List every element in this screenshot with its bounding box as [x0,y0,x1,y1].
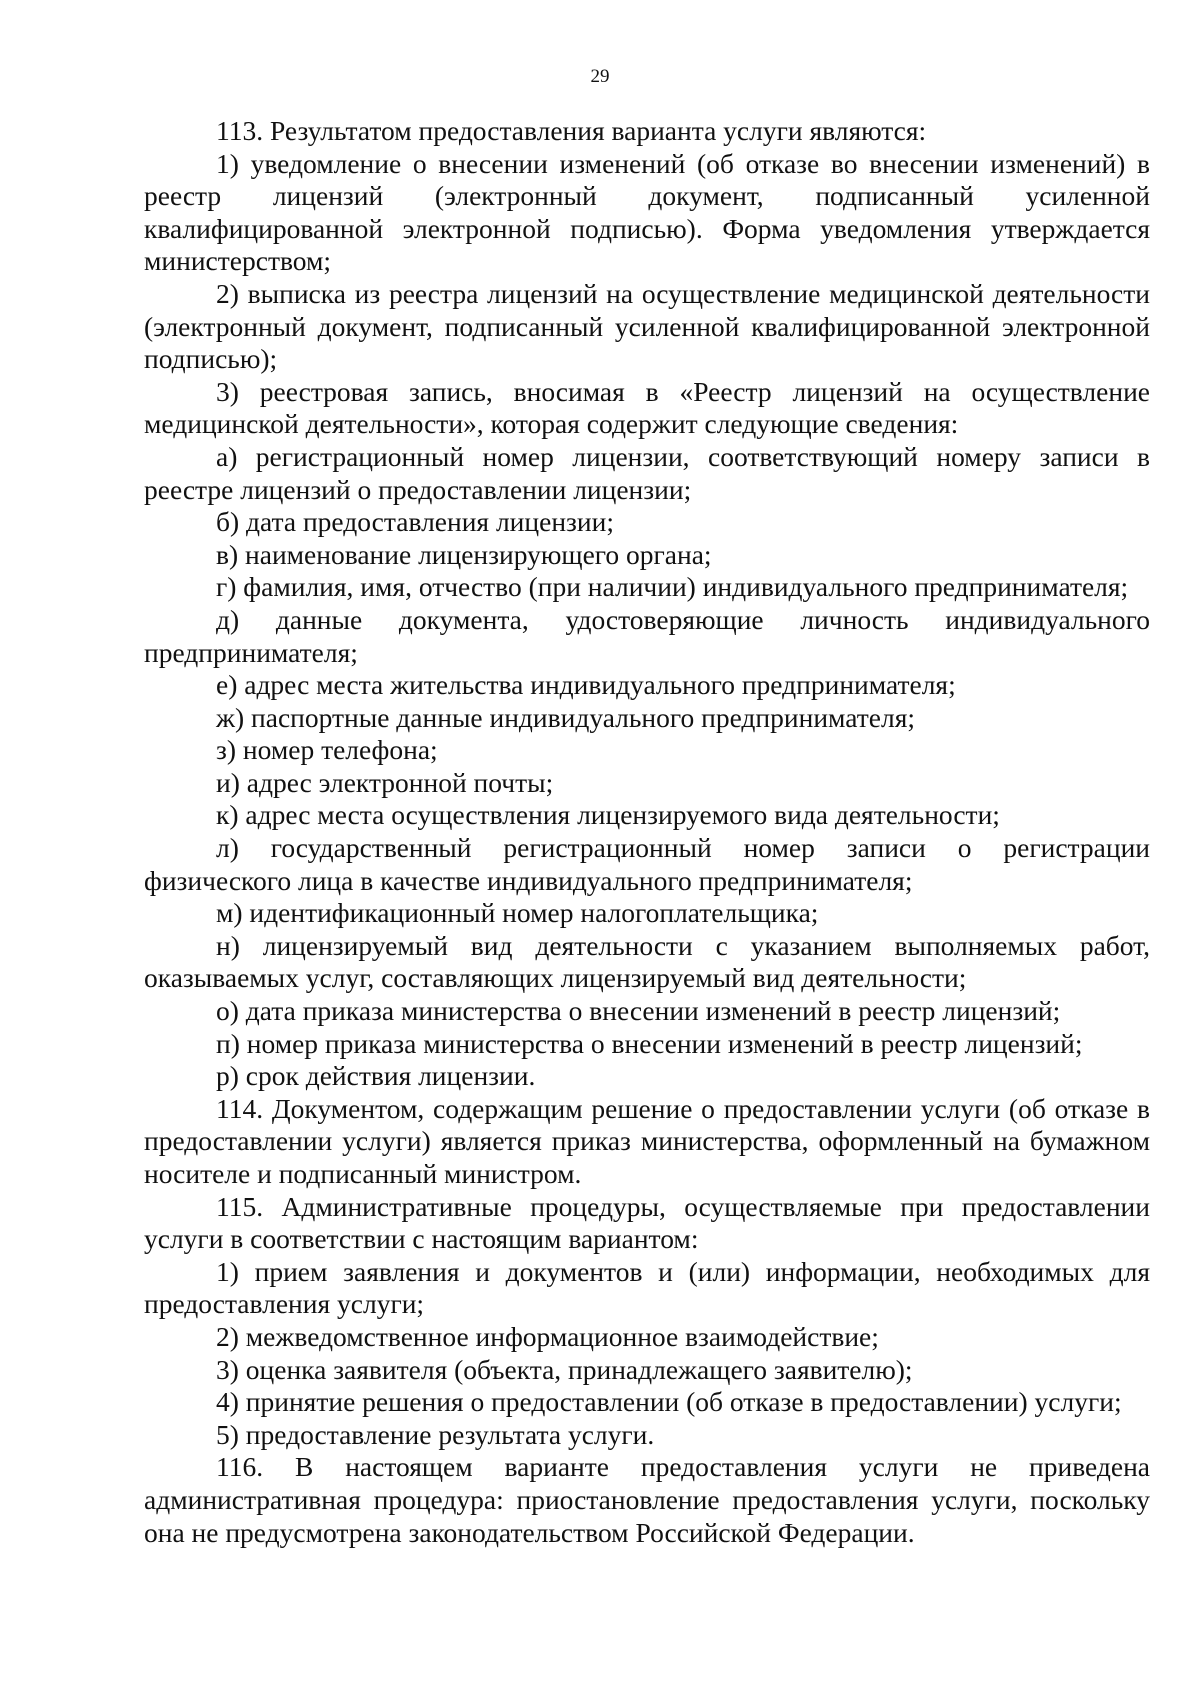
list-item-z: з) номер телефона; [216,734,438,766]
list-item-l: л) государственный регистрационный номер записи о регистрации физического лица в качестве индивидуального предпринимателя; [144,832,1150,896]
list-item-v: в) наименование лицензирующего органа; [216,538,712,570]
paragraph-114: 114. Документом, содержащим решение о предоставлении услуги (об отказе в предоставлении услуги) является приказ министерства, оформленный на бумажном носителе и подписанный министром. [144,1092,1150,1189]
list-item-e: е) адрес места жительства индивидуального предпринимателя; [216,669,956,701]
list-item-g: г) фамилия, имя, отчество (при наличии) индивидуального предпринимателя; [216,571,1129,603]
list-item-p: п) номер приказа министерства о внесении изменений в реестр лицензий; [216,1027,1083,1059]
list-item-d: д) данные документа, удостоверяющие личность индивидуального предпринимателя; [144,603,1150,668]
list-item-115-3: 3) оценка заявителя (объекта, принадлежащего заявителю); [216,1353,913,1385]
list-item-113-3: 3) реестровая запись, вносимая в «Реестр лицензий на осуществление медицинской деятельности», которая содержит следующие сведения: [144,375,1150,440]
list-item-i: и) адрес электронной почты; [216,766,554,798]
list-item-k: к) адрес места осуществления лицензируемого вида деятельности; [216,799,1000,831]
document-body [144,115,1150,1549]
list-item-115-4: 4) принятие решения о предоставлении (об отказе в предоставлении) услуги; [216,1386,1122,1418]
list-item-a: а) регистрационный номер лицензии, соответствующий номеру записи в реестре лицензий о предоставлении лицензии; [144,440,1150,505]
paragraph-115: 115. Административные процедуры, осуществляемые при предоставлении услуги в соответствии с настоящим вариантом: [144,1190,1150,1255]
list-item-zh: ж) паспортные данные индивидуального предпринимателя; [216,701,915,733]
list-item-115-2: 2) межведомственное информационное взаимодействие; [216,1320,879,1352]
list-item-b: б) дата предоставления лицензии; [216,506,614,538]
paragraph-113: 113. Результатом предоставления варианта услуги являются: [216,115,927,146]
page-number: 29 [590,66,610,87]
list-item-m: м) идентификационный номер налогоплательщика; [216,897,819,929]
list-item-113-2: 2) выписка из реестра лицензий на осуществление медицинской деятельности (электронный документ, подписанный усиленной квалифицированной электронной подписью); [144,277,1150,375]
list-item-113-1: 1) уведомление о внесении изменений (об отказе во внесении изменений) в реестр лицензий (электронный документ, подписанный усиленной квалифицированной электронной подписью). Форма уведомления утверждается министерством; [144,147,1150,277]
paragraph-116: 116. В настоящем варианте предоставления услуги не приведена административная процедура: приостановление предоставления услуги, поскольку она не предусмотрена законодательством Российской Федерации. [144,1451,1150,1548]
list-item-r: р) срок действия лицензии. [216,1060,536,1092]
list-item-115-5: 5) предоставление результата услуги. [216,1418,655,1450]
list-item-n: н) лицензируемый вид деятельности с указанием выполняемых работ, оказываемых услуг, составляющих лицензируемый вид деятельности; [144,929,1150,994]
list-item-o: о) дата приказа министерства о внесении изменений в реестр лицензий; [216,995,1061,1027]
list-item-115-1: 1) прием заявления и документов и (или) информации, необходимых для предоставления услуги; [144,1255,1150,1320]
